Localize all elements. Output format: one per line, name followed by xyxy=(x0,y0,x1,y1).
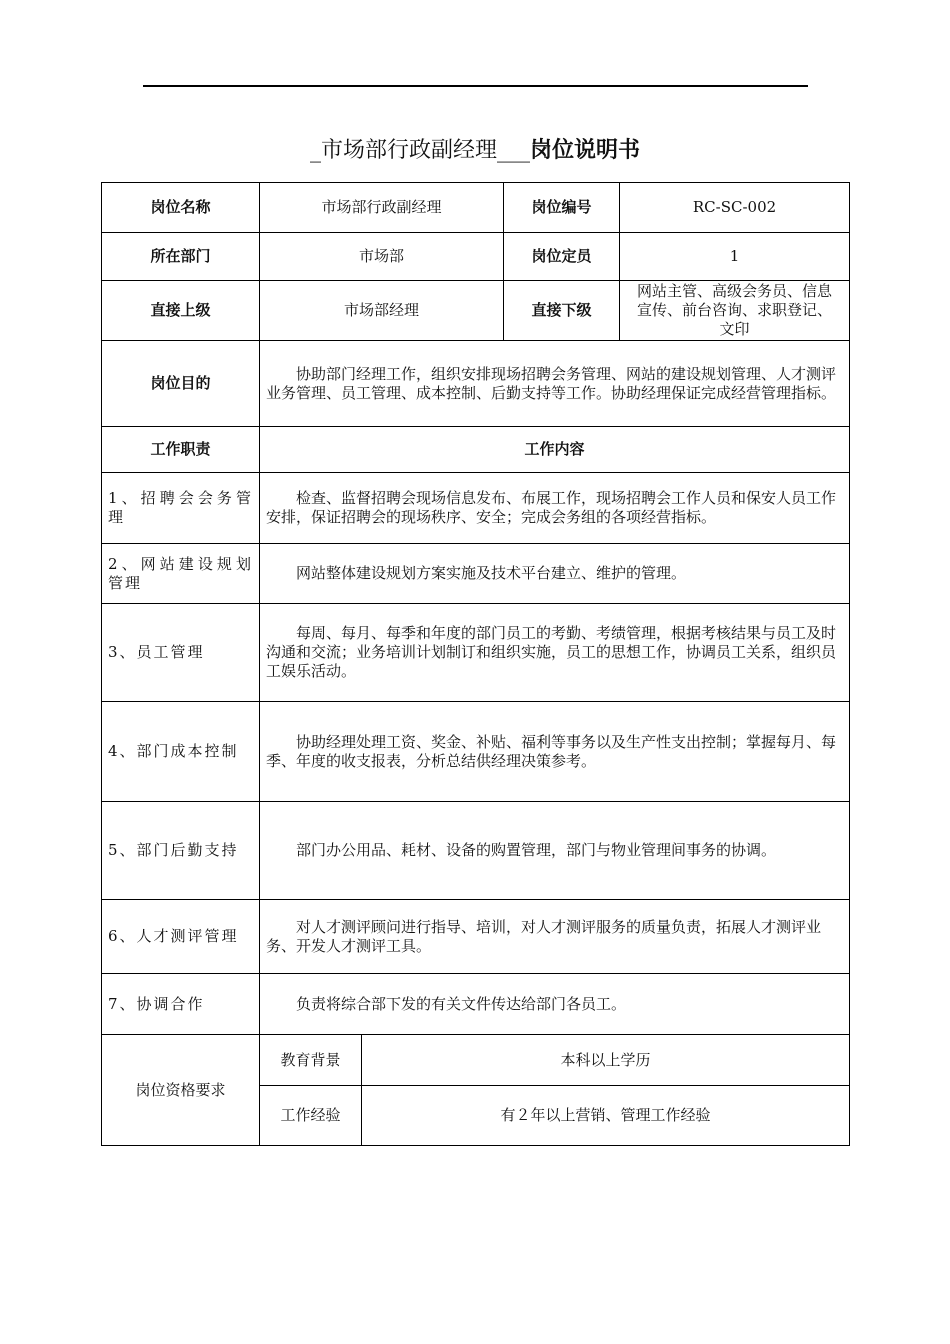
job-description-table xyxy=(101,182,850,1146)
row-department xyxy=(102,233,850,281)
headcount-value: 1 xyxy=(620,233,850,281)
row-superior xyxy=(102,281,850,341)
header-rule xyxy=(143,85,808,87)
duty-row xyxy=(102,473,850,544)
duty-name: 3、员工管理 xyxy=(102,604,260,702)
duty-column-header: 工作职责 xyxy=(102,427,260,473)
subordinate-label: 直接下级 xyxy=(504,281,620,341)
row-education xyxy=(102,1035,850,1086)
page-title xyxy=(0,136,950,166)
duty-name: 4、部门成本控制 xyxy=(102,702,260,802)
duty-name: 6、人才测评管理 xyxy=(102,900,260,974)
duty-content: 网站整体建设规划方案实施及技术平台建立、维护的管理。 xyxy=(260,544,850,604)
superior-label: 直接上级 xyxy=(102,281,260,341)
duty-name: 2、网站建设规划管理 xyxy=(102,544,260,604)
department-label: 所在部门 xyxy=(102,233,260,281)
duty-content: 负责将综合部下发的有关文件传达给部门各员工。 xyxy=(260,974,850,1035)
experience-label: 工作经验 xyxy=(260,1086,362,1146)
duty-row xyxy=(102,544,850,604)
duty-content: 检查、监督招聘会现场信息发布、布展工作，现场招聘会工作人员和保安人员工作安排，保证招聘会的现场秩序、安全；完成会务组的各项经营指标。 xyxy=(260,473,850,544)
row-duties-header xyxy=(102,427,850,473)
row-purpose xyxy=(102,341,850,427)
position-name-value: 市场部行政副经理 xyxy=(260,183,504,233)
position-code-value: RC-SC-002 xyxy=(620,183,850,233)
duty-content: 协助经理处理工资、奖金、补贴、福利等事务以及生产性支出控制；掌握每月、每季、年度的收支报表，分析总结供经理决策参考。 xyxy=(260,702,850,802)
duty-name: 7、协调合作 xyxy=(102,974,260,1035)
purpose-label: 岗位目的 xyxy=(102,341,260,427)
qualification-label: 岗位资格要求 xyxy=(102,1035,260,1146)
duty-name: 1、招聘会会务管理 xyxy=(102,473,260,544)
duty-row xyxy=(102,802,850,900)
education-label: 教育背景 xyxy=(260,1035,362,1086)
subordinate-value: 网站主管、高级会务员、信息宣传、前台咨询、求职登记、文印 xyxy=(620,281,850,341)
duty-row xyxy=(102,702,850,802)
duty-content: 部门办公用品、耗材、设备的购置管理，部门与物业管理间事务的协调。 xyxy=(260,802,850,900)
duty-row xyxy=(102,974,850,1035)
duty-row xyxy=(102,604,850,702)
duty-row xyxy=(102,900,850,974)
experience-value: 有２年以上营销、管理工作经验 xyxy=(362,1086,850,1146)
content-column-header: 工作内容 xyxy=(260,427,850,473)
duty-name: 5、部门后勤支持 xyxy=(102,802,260,900)
position-name-label: 岗位名称 xyxy=(102,183,260,233)
department-value: 市场部 xyxy=(260,233,504,281)
education-value: 本科以上学历 xyxy=(362,1035,850,1086)
duty-content: 每周、每月、每季和年度的部门员工的考勤、考绩管理，根据考核结果与员工及时沟通和交流；业务培训计划制订和组织实施，员工的思想工作，协调员工关系，组织员工娱乐活动。 xyxy=(260,604,850,702)
position-code-label: 岗位编号 xyxy=(504,183,620,233)
superior-value: 市场部经理 xyxy=(260,281,504,341)
purpose-text: 协助部门经理工作，组织安排现场招聘会务管理、网站的建设规划管理、人才测评业务管理、员工管理、成本控制、后勤支持等工作。协助经理保证完成经营管理指标。 xyxy=(260,341,850,427)
title-doc-type: 岗位说明书 xyxy=(530,138,641,163)
title-position: _市场部行政副经理___ xyxy=(309,138,530,163)
row-position-name xyxy=(102,183,850,233)
headcount-label: 岗位定员 xyxy=(504,233,620,281)
duty-content: 对人才测评顾问进行指导、培训，对人才测评服务的质量负责，拓展人才测评业务、开发人才测评工具。 xyxy=(260,900,850,974)
